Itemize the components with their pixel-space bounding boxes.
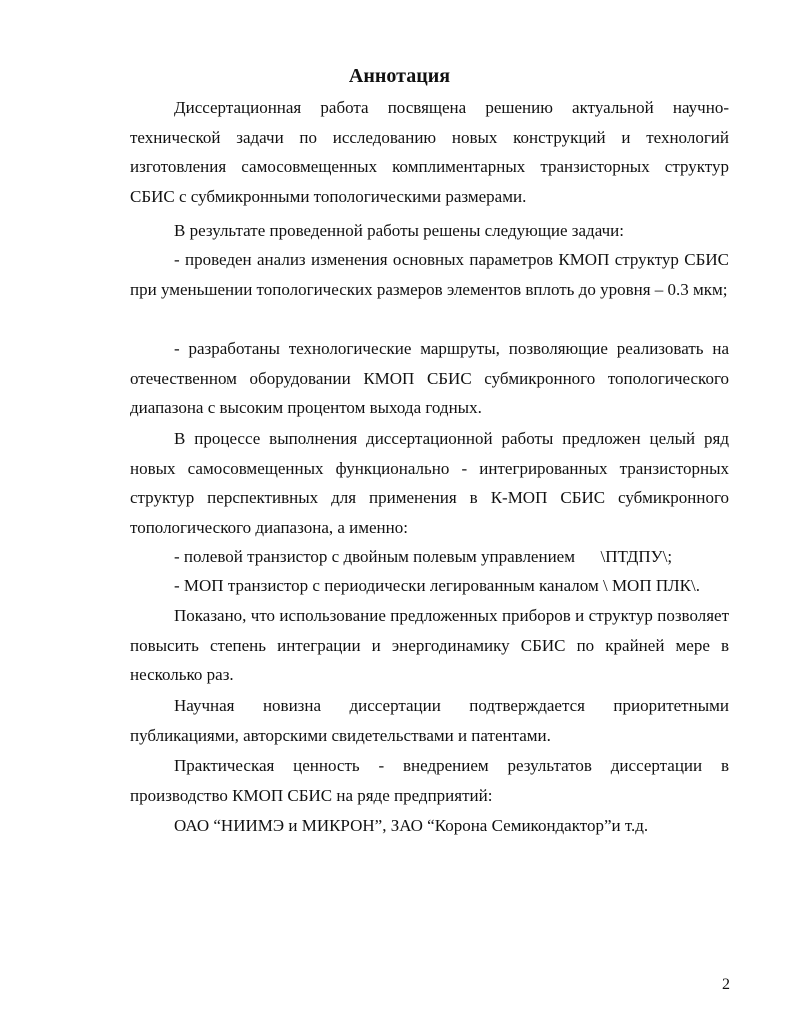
paragraph-intro: Диссертационная работа посвящена решению актуальной научно-технической задачи по исследованию новых конструкций и технологий изготовления самосовмещенных комплиментарных транзисторных структур СБИС с субмикронными топологическими размерами.	[130, 98, 729, 206]
paragraph-item-ptdpu: - полевой транзистор с двойным полевым управлением \ПТДПУ\;	[174, 547, 673, 566]
page-title: Аннотация	[348, 65, 451, 87]
paragraph-item-mop-plk: - МОП транзистор с периодически легированным каналом \ МОП ПЛК\.	[174, 576, 700, 595]
paragraph-practical-value: Практическая ценность - внедрением результатов диссертации в производство КМОП СБИС на ряде предприятий:	[130, 756, 729, 805]
paragraph-task-routes: - разработаны технологические маршруты, позволяющие реализовать на отечественном оборудовании КМОП СБИС субмикронного топологического диапазона с высоким процентом выхода годных.	[130, 339, 729, 418]
paragraph-novelty: Научная новизна диссертации подтверждается приоритетными публикациями, авторскими свидетельствами и патентами.	[130, 696, 729, 745]
paragraph-task-analysis: - проведен анализ изменения основных параметров КМОП структур СБИС при уменьшении топологических размеров элементов вплоть до уровня – 0.3 мкм;	[130, 250, 729, 299]
page-number: 2	[722, 976, 730, 993]
paragraph-new-structures: В процессе выполнения диссертационной работы предложен целый ряд новых самосовмещенных функционально - интегрированных транзисторных структур перспективных для применения в К-МОП СБИС субмикронного топологического диапазона, а именно:	[130, 429, 729, 537]
paragraph-shown: Показано, что использование предложенных приборов и структур позволяет повысить степень интеграции и энергодинамику СБИС по крайней мере в несколько раз.	[130, 606, 729, 685]
paragraph-companies: ОАО “НИИМЭ и МИКРОН”, ЗАО “Корона Семикондактор”и т.д.	[174, 816, 649, 835]
paragraph-tasks-heading: В результате проведенной работы решены следующие задачи:	[174, 221, 624, 240]
